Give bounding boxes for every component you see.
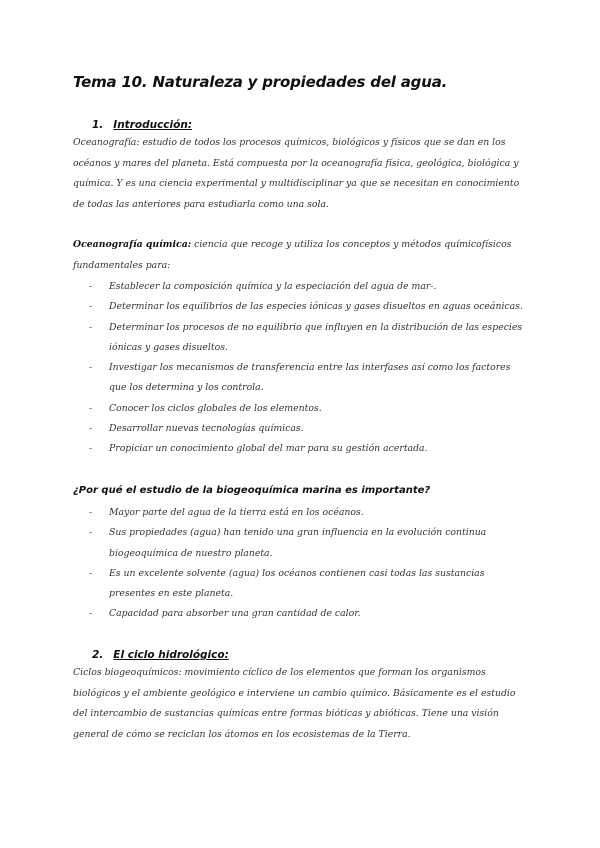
dash-marker: - [89,608,93,620]
list-item [89,439,529,459]
oceanografia-quimica-lead: Oceanografía química: [73,239,192,250]
section-2-number: 2. [92,649,104,661]
list-item [89,604,529,624]
biogeoquimica-list [89,503,529,625]
list-item-text: Investigar los mecanismos de transferencia entre las interfases así como los factores que los determina y los controla. [109,362,511,394]
dash-marker: - [89,527,93,539]
dash-marker: - [89,567,93,579]
list-item-text: Propiciar un conocimiento global del mar para su gestión acertada. [109,443,428,455]
oceanografia-quimica-paragraph [73,235,528,276]
dash-marker: - [89,443,93,455]
section-1-label: Introducción: [113,119,193,131]
list-item-text: Conocer los ciclos globales de los elementos. [109,402,322,414]
list-item-text: Sus propiedades (agua) han tenido una gran influencia en la evolución continua biogeoquímica de nuestro planeta. [109,527,487,559]
dash-marker: - [89,507,93,518]
section-1-intro: Oceanografía: estudio de todos los procesos químicos, biológicos y físicos que se dan en los océanos y mares del planeta. Está compuesta por la oceanografía física, geológica, biológica y química. Y es una ciencia experimental y multidisciplinar ya que se necesitan en conocimiento de todas las anteriores para estudiarla como una sola. [73,137,520,210]
list-item [89,523,529,564]
list-item-text: Determinar los procesos de no equilibrio que influyen en la distribución de las especies iónicas y gases disueltos. [109,321,523,353]
oceanografia-quimica-list [89,277,529,460]
section-1-number: 1. [92,119,104,131]
list-item [89,503,529,523]
list-item [89,564,529,605]
dash-marker: - [89,362,93,374]
list-item [89,399,529,419]
dash-marker: - [89,301,93,313]
list-item-text: Determinar los equilibrios de las especies iónicas y gases disueltos en aguas oceánicas. [109,301,523,313]
list-item-text: Capacidad para absorber una gran cantidad de calor. [109,608,361,620]
dash-marker: - [89,281,93,292]
page-title: Tema 10. Naturaleza y propiedades del agua. [73,73,448,91]
dash-marker: - [89,423,93,435]
list-item [89,419,529,439]
dash-marker: - [89,402,93,414]
list-item [89,277,529,297]
section-2-label: El ciclo hidrológico: [113,649,229,661]
list-item-text: Mayor parte del agua de la tierra está en los océanos. [109,507,364,518]
list-item [89,358,529,399]
section-2-intro: Ciclos biogeoquímicos: movimiento cíclico de los elementos que forman los organismos biológicos y el ambiente geológico e interviene un cambio químico. Básicamente es el estudio del intercambio de sustancias químicas entre formas bióticas y abióticas. Tiene una visión general de cómo se reciclan los átomos en los ecosistemas de la Tierra. [73,667,516,740]
list-item-text: Establecer la composición química y la especiación del agua de mar-. [109,281,437,292]
section-2-heading [92,649,229,661]
list-item-text: Desarrollar nuevas tecnologías químicas. [109,423,304,435]
biogeoquimica-question: ¿Por qué el estudio de la biogeoquímica marina es importante? [73,485,431,496]
dash-marker: - [89,321,93,333]
list-item [89,297,529,317]
list-item-text: Es un excelente solvente (agua) los océanos contienen casi todas las sustancias presentes en este planeta. [109,567,485,600]
section-1-heading [92,119,192,131]
oceanografia-quimica-text: ciencia que recoge y utiliza los conceptos y métodos químicofísicos fundamentales para: [73,239,512,271]
list-item [89,318,529,359]
